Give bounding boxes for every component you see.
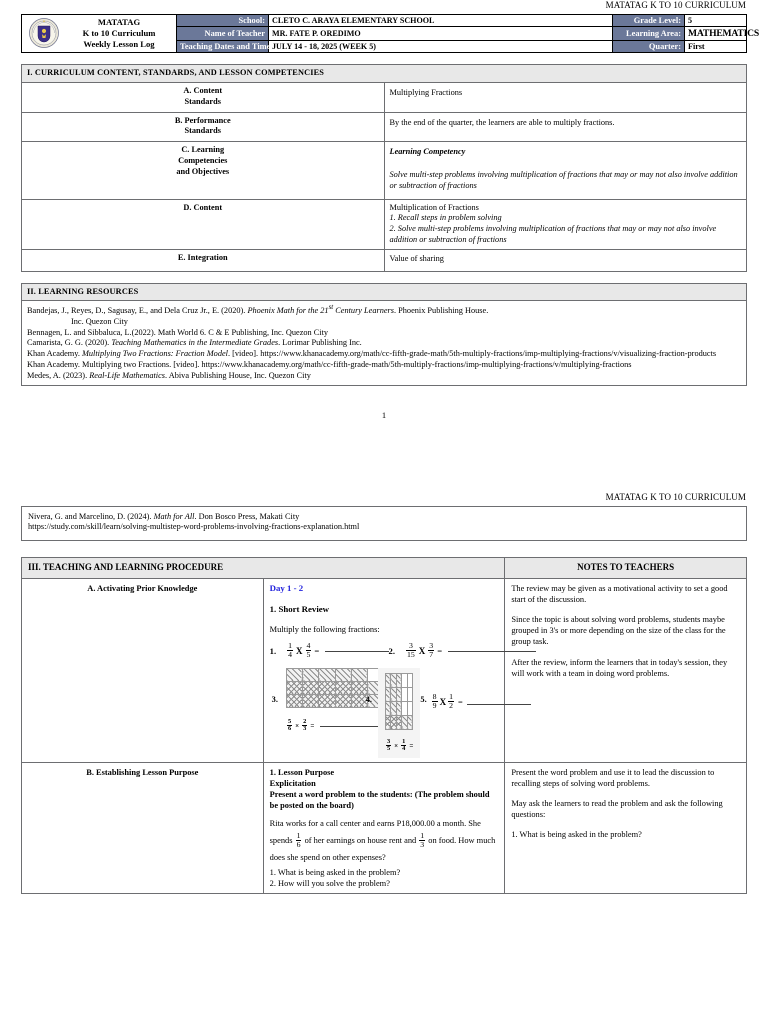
cell-content-standards: Multiplying Fractions <box>384 82 747 112</box>
section-3-table <box>21 557 747 894</box>
learning-resources-list <box>22 301 747 385</box>
section-2-title: II. LEARNING RESOURCES <box>22 283 747 301</box>
value-grade-level[interactable]: 5 <box>685 15 747 27</box>
continued-references-cell <box>22 506 747 541</box>
notes-establishing-lesson-purpose <box>505 762 747 893</box>
multiply-symbol: X <box>439 696 447 707</box>
row-label-activating-prior-knowledge: A. Activating Prior Knowledge <box>22 579 264 763</box>
fraction-3-b: $\frac{2}{3}$ <box>303 717 307 733</box>
note-paragraph: May ask the learners to read the problem and ask the following questions: <box>511 798 723 820</box>
equals-sign: = <box>409 742 414 751</box>
multiply-symbol: × <box>394 742 399 751</box>
label-school: School: <box>177 15 269 27</box>
lesson-log-header-table <box>21 14 759 53</box>
fraction-5-b: $\frac{1}{2}$ <box>449 691 453 710</box>
learning-competency-heading: Learning Competency <box>389 147 466 157</box>
brand-line-2: K to 10 Curriculum <box>82 28 156 39</box>
reference-item: Nivera, G. and Marcelino, D. (2024). Math for All. Don Bosco Press, Makati City <box>28 511 300 521</box>
section-2-table <box>21 283 747 386</box>
brand-line-3: Weekly Lesson Log <box>83 38 155 49</box>
section-1-table <box>21 64 747 272</box>
multiply-symbol: × <box>295 722 300 731</box>
value-learning-area[interactable]: MATHEMATICS <box>685 27 747 41</box>
present-word-problem-heading: Present a word problem to the students: (The problem should be posted on the board) <box>269 789 490 811</box>
deped-seal-logo <box>29 18 59 48</box>
reference-item: Khan Academy. Multiplying Two Fractions: Fraction Model. [video]. https://www.khanacademy.org/math/cc-fifth-grade-math/5th-multiply-fractions/imp-multiplying-fractions/v/visualizing-fraction-products <box>27 349 717 359</box>
row-label-establishing-lesson-purpose: B. Establishing Lesson Purpose <box>22 762 264 893</box>
answer-blank[interactable] <box>325 651 388 652</box>
label-grade-level: Grade Level: <box>613 15 685 27</box>
short-review-heading: 1. Short Review <box>269 603 330 614</box>
fraction-1-b: $\frac{4}{5}$ <box>306 641 311 660</box>
guide-question-2: 2. How will you solve the problem? <box>269 878 390 888</box>
explicitation-heading: Explicitation <box>269 778 316 788</box>
cell-learning-competencies <box>384 142 747 199</box>
review-problem-2: 2. $\frac{3}{15}$ X $\frac{3}{7}$ = <box>389 643 537 660</box>
answer-blank[interactable] <box>448 651 536 652</box>
fraction-one-sixth: $\frac{1}{6}$ <box>296 830 301 849</box>
label-teaching-dates: Teaching Dates and Time: <box>177 41 269 53</box>
note-paragraph: After the review, inform the learners that in today's session, they will work with a team in doing word problems. <box>511 657 728 678</box>
review-problem-4: 4. $\frac{3}{5}$ × $\frac{1}{4}$ = <box>366 668 421 758</box>
section-3-title: III. TEACHING AND LEARNING PROCEDURE <box>22 558 505 579</box>
section-1-title: I. CURRICULUM CONTENT, STANDARDS, AND LESSON COMPETENCIES <box>22 65 747 83</box>
cell-performance-standards: By the end of the quarter, the learners are able to multiply fractions. <box>384 112 747 142</box>
continued-references-table <box>21 506 747 542</box>
fraction-2-b: $\frac{3}{7}$ <box>429 641 434 660</box>
reference-item: Medes, A. (2023). Real-Life Mathematics. Abiva Publishing House, Inc. Quezon City <box>27 370 311 380</box>
value-quarter[interactable]: First <box>685 41 747 53</box>
guide-question-1: 1. What is being asked in the problem? <box>269 867 401 877</box>
reference-item: Camarista, G. G. (2020). Teaching Mathematics in the Intermediate Grades. Lorimar Publishing Inc. <box>27 338 362 348</box>
running-head-top: MATATAG K TO 10 CURRICULUM <box>605 0 746 10</box>
review-instruction: Multiply the following fractions: <box>269 625 380 635</box>
content-title: Multiplication of Fractions <box>389 202 479 212</box>
reference-link[interactable]: https://study.com/skill/learn/solving-multistep-word-problems-involving-fractions-explanation.html <box>28 522 360 532</box>
reference-item: Khan Academy. Multiplying two Fractions. [video]. https://www.khanacademy.org/math/cc-fifth-grade-math/5th-multiply-fractions/imp-multiplying-fractions/v/multiplying-fractions <box>27 360 632 370</box>
fraction-4-a: $\frac{3}{5}$ <box>386 737 391 753</box>
cell-integration: Value of sharing <box>384 249 747 271</box>
note-paragraph: 1. What is being asked in the problem? <box>511 830 642 840</box>
equals-sign: = <box>314 645 320 656</box>
notes-activating-prior-knowledge <box>505 579 747 763</box>
multiply-symbol: X <box>418 645 426 656</box>
equals-sign: = <box>437 645 443 656</box>
fraction-1-a: $\frac{1}{4}$ <box>288 641 293 660</box>
value-school[interactable]: CLETO C. ARAYA ELEMENTARY SCHOOL <box>269 15 613 27</box>
note-paragraph: The review may be given as a motivational activity to set a good start of the discussion. <box>511 584 728 605</box>
notes-to-teachers-title: NOTES TO TEACHERS <box>505 558 747 579</box>
row-label-learning-competencies: C. Learning Competencies and Objectives <box>22 142 385 199</box>
row-label-integration: E. Integration <box>22 249 385 271</box>
label-quarter: Quarter: <box>613 41 685 53</box>
brand-cell <box>22 15 177 53</box>
cell-establishing-lesson-purpose <box>263 762 505 893</box>
fraction-grid-5x4 <box>385 673 413 730</box>
multiply-symbol: X <box>296 645 303 656</box>
review-problem-5: 5. $\frac{8}{9}$ X $\frac{1}{2}$ = <box>420 668 530 711</box>
equals-sign: = <box>457 697 463 707</box>
note-paragraph: Since the topic is about solving word problems, students maybe grouped in 3's or more depending on the size of the class for the group task. <box>511 615 726 647</box>
page-number: 1 <box>381 409 387 420</box>
row-label-content: D. Content <box>22 199 385 249</box>
fraction-3-a: $\frac{5}{6}$ <box>287 717 292 733</box>
brand-line-1: MATATAG <box>97 17 141 28</box>
label-teacher: Name of Teacher <box>177 27 269 41</box>
fraction-4-b: $\frac{1}{4}$ <box>402 737 406 753</box>
note-paragraph: Present the word problem and use it to lead the discussion to recalling steps of solving word problems. <box>511 767 715 788</box>
review-problem-1: 1. $\frac{1}{4}$ X $\frac{4}{5}$ = <box>270 643 389 660</box>
lesson-purpose-heading: 1. Lesson Purpose <box>269 767 335 777</box>
value-teaching-dates[interactable]: JULY 14 - 18, 2025 (WEEK 5) <box>269 41 613 53</box>
fraction-2-a: $\frac{3}{15}$ <box>407 641 415 660</box>
cell-activating-prior-knowledge <box>263 579 505 763</box>
value-teacher[interactable]: MR. FATE P. OREDIMO <box>269 27 613 41</box>
reference-item: Bandejas, J., Reyes, D., Sagusay, E., and Dela Cruz Jr., E. (2020). Phoenix Math for the 21st Century Learners. Phoenix Publishing House. <box>27 304 489 316</box>
cell-content <box>384 199 747 249</box>
fraction-5-a: $\frac{8}{9}$ <box>432 691 437 710</box>
content-item-1: 1. Recall steps in problem solving <box>389 213 502 223</box>
running-head-second: MATATAG K TO 10 CURRICULUM <box>605 491 746 502</box>
day-marker: Day 1 - 2 <box>269 583 304 594</box>
brand-text <box>65 17 173 49</box>
equals-sign: = <box>310 722 315 731</box>
word-problem-text: Rita works for a call center and earns P18,000.00 a month. She spends $\frac{1}{6}$ of her earnings on house rent and $\frac{1}{3}$ on food. How much does she spend on other expenses? <box>269 819 496 862</box>
row-label-performance-standards: B. Performance Standards <box>22 112 385 142</box>
row-label-content-standards: A. Content Standards <box>22 82 385 112</box>
fraction-one-third: $\frac{1}{3}$ <box>420 830 425 849</box>
reference-item: Bennagen, L. and Sibbaluca, L.(2022). Math World 6. C & E Publishing, Inc. Quezon City <box>27 327 329 337</box>
answer-blank[interactable] <box>467 704 531 705</box>
review-problem-3: 3. $\frac{5}{6}$ × $\frac{2}{3}$ = <box>270 668 366 734</box>
content-item-2: 2. Solve multi-step problems involving multiplication of fractions that may or may not also involve addition or subtraction of fractions <box>389 224 717 245</box>
label-learning-area: Learning Area: <box>613 27 685 41</box>
reference-item-continuation: Inc. Quezon City <box>71 316 128 326</box>
learning-competency-body: Solve multi-step problems involving multiplication of fractions that may or may not also involve addition or subtraction of fractions <box>389 170 738 190</box>
